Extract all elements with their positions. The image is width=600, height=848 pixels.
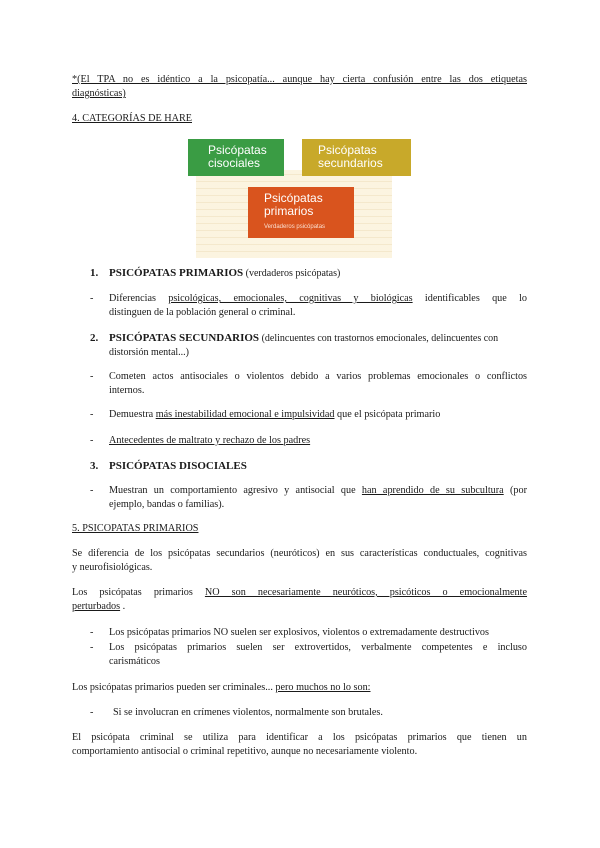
box-primary-psychopaths <box>248 187 354 238</box>
box-secondary-line2: secundarios <box>318 156 383 170</box>
item2-bullet3: Antecedentes de maltrato y rechazo de los padres <box>109 435 311 446</box>
item3-bullet-line2: ejemplo, bandas o familias). <box>109 499 225 510</box>
item2-bullet2-pre: Demuestra <box>109 409 156 420</box>
item2-title: PSICÓPATAS SECUNDARIOS <box>109 332 260 344</box>
bullet5-1: Los psicópatas primarios NO suelen ser explosivos, violentos o extremadamente destructivos <box>109 627 489 638</box>
bullet-dash: - <box>90 707 94 718</box>
item1-bullet-line2: distinguen de la población general o criminal. <box>109 307 296 318</box>
item1-bullet-underlined: psicológicas, emocionales, cognitivas y biológicas <box>168 293 413 304</box>
bullet-dash: - <box>90 409 94 420</box>
item2-line1 <box>109 331 527 346</box>
bullet-dash: - <box>90 642 94 653</box>
section4-title: 4. CATEGORÍAS DE HARE <box>72 113 192 124</box>
item2-bullet2-underlined: más inestabilidad emocional e impulsividad <box>155 409 335 420</box>
list-num-3: 3. <box>90 460 99 472</box>
box-primary-line1: Psicópatas <box>264 191 323 205</box>
para2 <box>72 586 527 614</box>
box-secondary-psychopaths <box>302 139 411 176</box>
intro-note-line1: *(El TPA no es idéntico a la psicopatía... aunque hay cierta confusión entre las dos etiquetas <box>72 74 527 85</box>
bullet-dash: - <box>90 371 94 382</box>
para2-pre: Los psicópatas primarios <box>72 587 205 598</box>
para1-line1: Se diferencia de los psicópatas secundarios (neuróticos) en sus características conductuales, cognitivas <box>72 548 527 559</box>
item1-bullet-line1 <box>109 292 527 306</box>
item3-bullet <box>109 484 527 512</box>
para2-post: . <box>120 601 126 612</box>
box-primary-line2: primarios <box>264 204 314 218</box>
item1-rest: (verdaderos psicópatas) <box>243 268 341 279</box>
para4-line2: comportamiento antisocial o criminal repetitivo, aunque no necesariamente violento. <box>72 746 418 757</box>
item3-bullet-underlined: han aprendido de su subcultura <box>361 485 504 496</box>
intro-note <box>72 73 527 101</box>
item2-line2: distorsión mental...) <box>109 347 189 358</box>
item3-title: PSICÓPATAS DISOCIALES <box>109 460 247 472</box>
box-primary-sub: Verdaderos psicópatas <box>264 224 326 230</box>
bullet6: Si se involucran en crímenes violentos, normalmente son brutales. <box>113 707 383 718</box>
para3-pre: Los psicópatas primarios pueden ser criminales... <box>72 682 276 693</box>
bullet-dash: - <box>90 435 94 446</box>
box-social-line2: cisociales <box>208 156 261 170</box>
item1-bullet-pre: Diferencias <box>109 293 169 304</box>
para2-underlined1: NO son necesariamente neuróticos, psicóticos o emocionalmente <box>204 587 528 598</box>
para3-underlined: pero muchos no lo son: <box>275 682 371 693</box>
item2-bullet2-post: que el psicópata primario <box>334 409 441 420</box>
box-secondary-line1: Psicópatas <box>318 143 377 157</box>
bullet-dash: - <box>90 485 94 496</box>
bullet5-2-line2: carismáticos <box>109 656 160 667</box>
item2-bullet1-line2: internos. <box>109 385 145 396</box>
section5-title: 5. PSICOPATAS PRIMARIOS <box>72 523 199 534</box>
para1-line2: y neurofisiológicas. <box>72 562 153 573</box>
item2-bullet1-line1: Cometen actos antisociales o violentos debido a varios problemas emocionales o conflictos <box>109 371 527 382</box>
bullet-dash: - <box>90 627 94 638</box>
intro-note-line2: diagnósticas) <box>72 88 126 99</box>
para3 <box>72 681 371 695</box>
item2-bullet1 <box>109 370 527 398</box>
item1-title: PSICÓPATAS PRIMARIOS <box>109 267 244 279</box>
para2-underlined2: perturbados <box>72 601 121 612</box>
para1 <box>72 547 527 575</box>
para2-line1 <box>72 586 527 600</box>
list-num-2: 2. <box>90 332 99 344</box>
item2-bullet2 <box>109 408 527 422</box>
list-item-1 <box>109 266 340 281</box>
para2-line2 <box>72 600 527 614</box>
item1-bullet-post: identificables que lo <box>412 293 528 304</box>
box-social-psychopaths <box>188 139 284 176</box>
item3-bullet-pre: Muestran un comportamiento agresivo y antisocial que <box>109 485 362 496</box>
bullet5-2-line1: Los psicópatas primarios suelen ser extrovertidos, verbalmente competentes e incluso <box>109 642 527 653</box>
para4 <box>72 731 527 759</box>
bullet5-2 <box>109 641 527 669</box>
item3-bullet-line1 <box>109 484 527 498</box>
list-item-2 <box>109 331 527 360</box>
hare-categories-diagram <box>186 134 412 258</box>
item3-bullet-post: (por <box>503 485 527 496</box>
para4-line1: El psicópata criminal se utiliza para identificar a los psicópatas primarios que tienen un <box>72 732 527 743</box>
box-social-line1: Psicópatas <box>208 143 267 157</box>
bullet-dash: - <box>90 293 94 304</box>
item2-rest: (delincuentes con trastornos emocionales, delincuentes con <box>259 333 499 344</box>
item1-bullet <box>109 292 527 320</box>
list-num-1: 1. <box>90 267 99 279</box>
